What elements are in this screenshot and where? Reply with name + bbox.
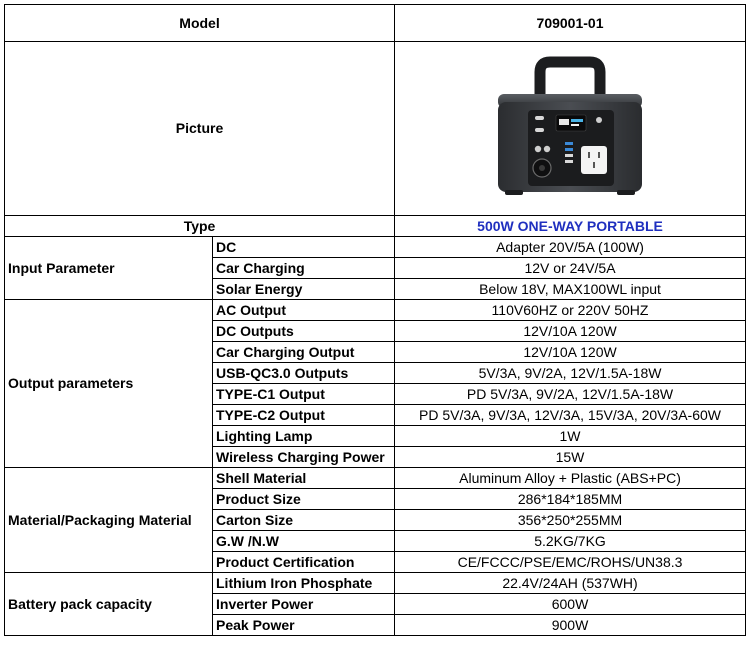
spec-value: Adapter 20V/5A (100W) <box>395 237 746 258</box>
model-value: 709001-01 <box>395 5 746 42</box>
type-row <box>5 216 746 237</box>
group-label: Input Parameter <box>5 237 213 300</box>
spec-key: Wireless Charging Power <box>213 447 395 468</box>
spec-value: 12V or 24V/5A <box>395 258 746 279</box>
type-value: 500W ONE-WAY PORTABLE <box>395 216 746 237</box>
spec-key: Solar Energy <box>213 279 395 300</box>
picture-row <box>5 42 746 216</box>
spec-value: 12V/10A 120W <box>395 342 746 363</box>
spec-key: DC <box>213 237 395 258</box>
spec-value: 5.2KG/7KG <box>395 531 746 552</box>
spec-row <box>5 468 746 489</box>
spec-key: Car Charging <box>213 258 395 279</box>
spec-key: DC Outputs <box>213 321 395 342</box>
spec-key: Product Certification <box>213 552 395 573</box>
spec-key: USB-QC3.0 Outputs <box>213 363 395 384</box>
spec-table-body <box>5 5 746 636</box>
spec-value: 900W <box>395 615 746 636</box>
group-label: Output parameters <box>5 300 213 468</box>
spec-key: Product Size <box>213 489 395 510</box>
spec-key: Car Charging Output <box>213 342 395 363</box>
group-label: Material/Packaging Material <box>5 468 213 573</box>
spec-key: Carton Size <box>213 510 395 531</box>
power-station-image <box>485 54 655 204</box>
spec-key: Peak Power <box>213 615 395 636</box>
spec-value: 1W <box>395 426 746 447</box>
spec-value: 110V60HZ or 220V 50HZ <box>395 300 746 321</box>
spec-key: Lighting Lamp <box>213 426 395 447</box>
spec-value: CE/FCCC/PSE/EMC/ROHS/UN38.3 <box>395 552 746 573</box>
model-row <box>5 5 746 42</box>
spec-value: 356*250*255MM <box>395 510 746 531</box>
spec-key: Lithium Iron Phosphate <box>213 573 395 594</box>
spec-value: Aluminum Alloy + Plastic (ABS+PC) <box>395 468 746 489</box>
spec-value: 22.4V/24AH (537WH) <box>395 573 746 594</box>
spec-value: PD 5V/3A, 9V/2A, 12V/1.5A-18W <box>395 384 746 405</box>
spec-value: 5V/3A, 9V/2A, 12V/1.5A-18W <box>395 363 746 384</box>
spec-row <box>5 573 746 594</box>
spec-value: 12V/10A 120W <box>395 321 746 342</box>
picture-cell <box>395 42 746 216</box>
spec-key: Shell Material <box>213 468 395 489</box>
spec-row <box>5 300 746 321</box>
spec-row <box>5 237 746 258</box>
spec-table <box>4 4 746 636</box>
spec-value: PD 5V/3A, 9V/3A, 12V/3A, 15V/3A, 20V/3A-60W <box>395 405 746 426</box>
group-label: Battery pack capacity <box>5 573 213 636</box>
spec-value: 286*184*185MM <box>395 489 746 510</box>
spec-value: 600W <box>395 594 746 615</box>
spec-key: TYPE-C1 Output <box>213 384 395 405</box>
picture-label: Picture <box>5 42 395 216</box>
spec-key: Inverter Power <box>213 594 395 615</box>
spec-value: Below 18V, MAX100WL input <box>395 279 746 300</box>
type-label: Type <box>5 216 395 237</box>
model-label: Model <box>5 5 395 42</box>
spec-key: TYPE-C2 Output <box>213 405 395 426</box>
spec-value: 15W <box>395 447 746 468</box>
spec-key: AC Output <box>213 300 395 321</box>
spec-key: G.W /N.W <box>213 531 395 552</box>
